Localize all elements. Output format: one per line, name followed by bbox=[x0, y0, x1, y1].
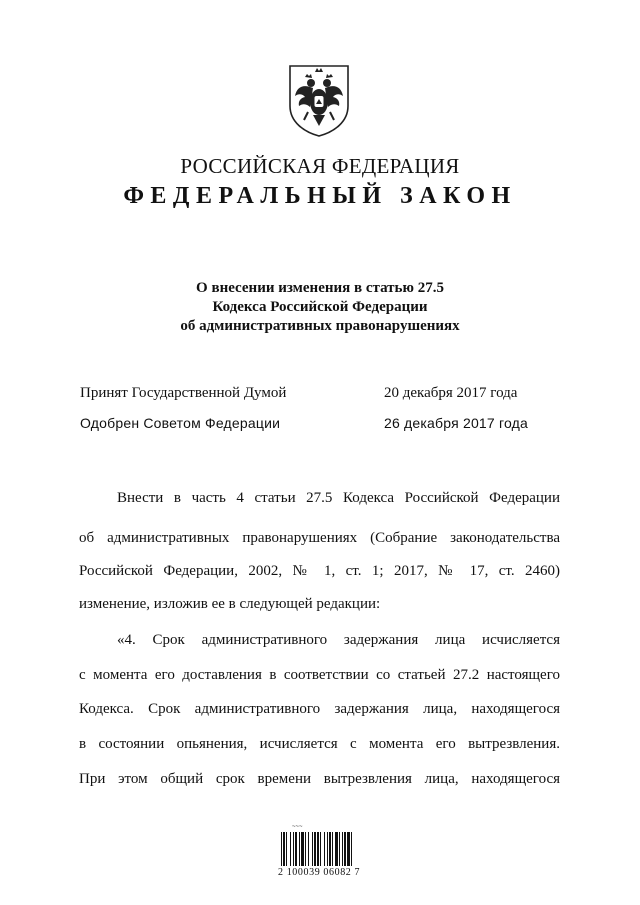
body-text-line: с момента его доставления в соответствии со статьей 27.2 настоящего bbox=[79, 667, 560, 683]
adoption-label: Принят Государственной Думой bbox=[80, 385, 287, 401]
barcode-bar bbox=[344, 832, 346, 866]
coat-of-arms-icon bbox=[286, 62, 352, 138]
barcode-bar bbox=[286, 832, 287, 866]
barcode-bar bbox=[347, 832, 350, 866]
barcode-icon bbox=[280, 832, 386, 866]
barcode-bar bbox=[290, 832, 291, 866]
barcode-bar bbox=[281, 832, 282, 866]
barcode-bar bbox=[329, 832, 331, 866]
body-text-line: «4. Срок административного задержания лица исчисляется bbox=[117, 632, 560, 648]
law-title-line: Кодекса Российской Федерации bbox=[212, 299, 428, 315]
barcode-stamp-mark: ~~~ bbox=[292, 824, 303, 830]
law-title bbox=[0, 279, 640, 336]
barcode bbox=[280, 824, 386, 884]
body-text-line: в состоянии опьянения, исчисляется с момента его вытрезвления. bbox=[79, 736, 560, 752]
barcode-bar bbox=[332, 832, 333, 866]
body-text-line: При этом общий срок времени вытрезвления лица, находящегося bbox=[79, 771, 560, 787]
body-text-line: Кодекса. Срок административного задержания лица, находящегося bbox=[79, 701, 560, 717]
body-text-line: Внести в часть 4 статьи 27.5 Кодекса Российской Федерации bbox=[117, 490, 560, 506]
barcode-bar bbox=[342, 832, 343, 866]
barcode-bar bbox=[314, 832, 316, 866]
barcode-bar bbox=[327, 832, 328, 866]
barcode-bar bbox=[317, 832, 319, 866]
body-text-line: изменение, изложив ее в следующей редакции: bbox=[79, 596, 381, 612]
barcode-bar bbox=[299, 832, 300, 866]
law-type-heading: ФЕДЕРАЛЬНЫЙ ЗАКОН bbox=[123, 183, 517, 209]
barcode-bar bbox=[293, 832, 294, 866]
adoption-date: 20 декабря 2017 года bbox=[384, 385, 518, 401]
barcode-number: 2 100039 06082 7 bbox=[278, 867, 361, 878]
barcode-bar bbox=[312, 832, 313, 866]
barcode-bar bbox=[339, 832, 340, 866]
barcode-bar bbox=[308, 832, 309, 866]
barcode-bar bbox=[351, 832, 352, 866]
law-title-line: О внесении изменения в статью 27.5 bbox=[196, 280, 444, 296]
barcode-bar bbox=[295, 832, 297, 866]
barcode-bar bbox=[301, 832, 304, 866]
barcode-bar bbox=[324, 832, 325, 866]
law-title-line: об административных правонарушениях bbox=[180, 318, 460, 334]
barcode-bar bbox=[320, 832, 321, 866]
adoption-label: Одобрен Советом Федерации bbox=[80, 415, 281, 431]
adoption-date: 26 декабря 2017 года bbox=[384, 415, 529, 431]
barcode-bar bbox=[283, 832, 285, 866]
body-text-line: Российской Федерации, 2002, № 1, ст. 1; 2017, № 17, ст. 2460) bbox=[79, 563, 560, 579]
body-text-line: об административных правонарушениях (Собрание законодательства bbox=[79, 530, 560, 546]
country-heading: РОССИЙСКАЯ ФЕДЕРАЦИЯ bbox=[180, 154, 460, 178]
barcode-bar bbox=[305, 832, 306, 866]
barcode-bar bbox=[335, 832, 338, 866]
